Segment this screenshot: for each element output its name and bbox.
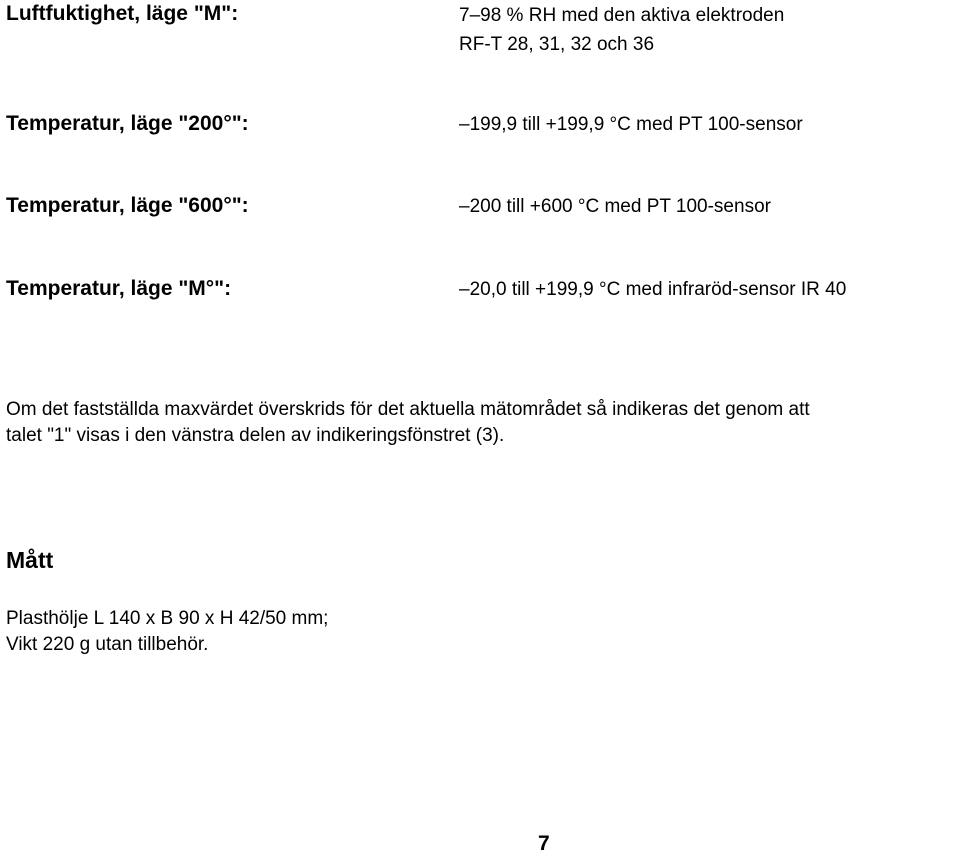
page-number: 7	[538, 832, 550, 855]
spec-value-line: RF-T 28, 31, 32 och 36	[459, 34, 655, 55]
minus-sign: –	[459, 196, 470, 217]
dimensions-text	[6, 606, 328, 658]
dimensions-line: Vikt 220 g utan tillbehör.	[6, 634, 209, 655]
spec-value-humidity	[459, 1, 784, 59]
paragraph-line: talet "1" visas i den vänstra delen av indikeringsfönstret (3).	[6, 425, 505, 446]
spec-value-text: 199,9 till +199,9 °C med PT 100-sensor	[469, 114, 803, 135]
minus-sign: –	[459, 114, 470, 135]
dimensions-line: Plasthölje L 140 x B 90 x H 42/50 mm;	[6, 608, 329, 629]
spec-value-text: 200 till +600 °C med PT 100-sensor	[469, 196, 771, 217]
spec-label-temp-200: Temperatur, läge "200°":	[6, 112, 249, 135]
minus-sign: –	[459, 279, 470, 300]
spec-label-humidity: Luftfuktighet, läge "M":	[6, 2, 239, 25]
spec-label-temp-600: Temperatur, läge "600°":	[6, 194, 249, 217]
overflow-note	[6, 397, 958, 449]
spec-label-temp-m: Temperatur, läge "M°":	[6, 277, 232, 300]
spec-value-line: 7–98 % RH med den aktiva elektroden	[459, 5, 785, 26]
spec-value-temp-200	[459, 112, 803, 138]
spec-value-temp-600	[459, 194, 771, 220]
spec-value-temp-m	[459, 277, 846, 303]
section-heading-dimensions: Mått	[6, 547, 54, 573]
spec-value-text: 20,0 till +199,9 °C med infraröd-sensor IR 40	[469, 279, 847, 300]
paragraph-line: Om det fastställda maxvärdet överskrids för det aktuella mätområdet så indikeras det genom att	[6, 399, 810, 420]
